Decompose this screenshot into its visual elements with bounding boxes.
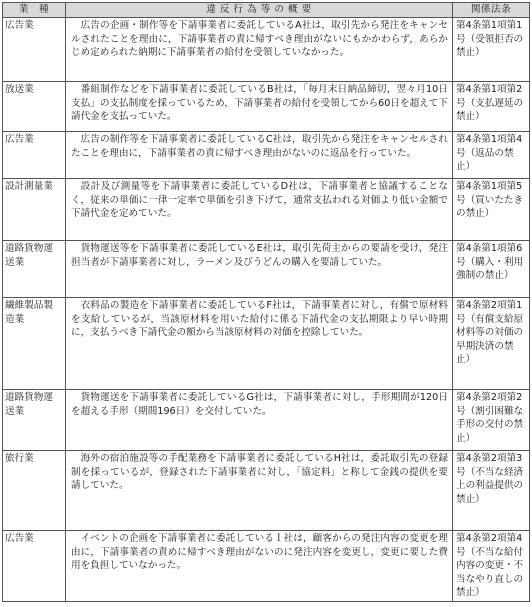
overview-cell: 広告の企画・制作等を下請事業者に委託しているA社は，取引先から発注をキャンセルされたことを理由に，下請事業者の責に帰すべき理由がないにもかかわらず，あらかじめ定められた納期に下請事業者の給付を受領していなかった。 <box>66 18 453 82</box>
industry-cell: 広告業 <box>3 531 66 602</box>
law-cell: 第4条第2項第3号（不当な経済上の利益提供の禁止） <box>453 451 530 531</box>
law-cell: 第4条第1項第6号（購入・利用強制の禁止） <box>453 241 530 298</box>
header-industry: 業 種 <box>3 3 66 18</box>
law-cell: 第4条第2項第2号（割引困難な手形の交付の禁止） <box>453 390 530 451</box>
overview-cell: イベントの企画を下請事業者に委託しているＩ社は，顧客からの発注内容の変更を理由に，下請事業者の責めに帰すべき理由がないのに発注内容を変更し，変更に要した費用を負担していなかった。 <box>66 531 453 602</box>
header-row <box>3 3 530 18</box>
overview-cell: 広告の制作等を下請事業者に委託しているC社は，取引先から発注をキャンセルされたことを理由に，下請事業者の責に帰すべき理由がないのに返品を行っていた。 <box>66 132 453 179</box>
industry-cell: 繊維製品製造業 <box>3 298 66 390</box>
industry-cell: 広告業 <box>3 132 66 179</box>
table-row <box>3 390 530 451</box>
overview-cell: 設計及び測量等を下請事業者に委託しているD社は，下請事業者と協議することなく，従来の単価に一律一定率で単価を引き下げて，通常支払われる対価より低い金額で下請代金を定めていた。 <box>66 179 453 241</box>
table-row <box>3 18 530 82</box>
table-row <box>3 451 530 531</box>
law-cell: 第4条第1項第2号（支払遅延の禁止） <box>453 82 530 132</box>
overview-cell: 衣料品の製造を下請事業者に委託しているF社は，下請事業者に対し，有償で原材料を支給しているが，当該原材料を用いた給付に係る下請代金の支払期限より早い時期に，支払うべき下請代金の額から当該原材料の対価を控除していた。 <box>66 298 453 390</box>
law-cell: 第4条第1項第1号（受領拒否の禁止） <box>453 18 530 82</box>
table-row <box>3 298 530 390</box>
law-cell: 第4条第2項第1号（有償支給原材料等の対価の早期決済の禁止） <box>453 298 530 390</box>
table-row <box>3 82 530 132</box>
industry-cell: 道路貨物運送業 <box>3 390 66 451</box>
table-row <box>3 241 530 298</box>
table-row <box>3 179 530 241</box>
industry-cell: 道路貨物運送業 <box>3 241 66 298</box>
violation-table <box>2 2 530 602</box>
header-law: 関係法条 <box>453 3 530 18</box>
overview-cell: 番組制作などを下請事業者に委託しているB社は，「毎月末日納品締切，翌々月10日支払」の支払制度を採っているため，下請事業者の給付を受領してから60日を超えて下請代金を支払っていた。 <box>66 82 453 132</box>
header-overview: 違 反 行 為 等 の 概 要 <box>66 3 453 18</box>
law-cell: 第4条第2項第4号（不当な給付内容の変更・不当なやり直しの禁止） <box>453 531 530 602</box>
overview-cell: 貨物運送を下請事業者に委託しているG社は，下請事業者に対し，手形期間が120日を超える手形（期間196日）を交付していた。 <box>66 390 453 451</box>
industry-cell: 設計測量業 <box>3 179 66 241</box>
table-row <box>3 531 530 602</box>
law-cell: 第4条第1項第4号（返品の禁止） <box>453 132 530 179</box>
overview-cell: 海外の宿泊施設等の手配業務を下請事業者に委託しているH社は，委託取引先の登録制を採っているが，登録された下請事業者に対し，「協定料」と称して金銭の提供を要請していた。 <box>66 451 453 531</box>
overview-cell: 貨物運送等を下請事業者に委託しているE社は，取引先荷主からの要請を受け，発注担当者が下請事業者に対し，ラーメン及びうどんの購入を要請していた。 <box>66 241 453 298</box>
table-row <box>3 132 530 179</box>
law-cell: 第4条第1項第5号（買いたたきの禁止） <box>453 179 530 241</box>
industry-cell: 旅行業 <box>3 451 66 531</box>
industry-cell: 放送業 <box>3 82 66 132</box>
industry-cell: 広告業 <box>3 18 66 82</box>
